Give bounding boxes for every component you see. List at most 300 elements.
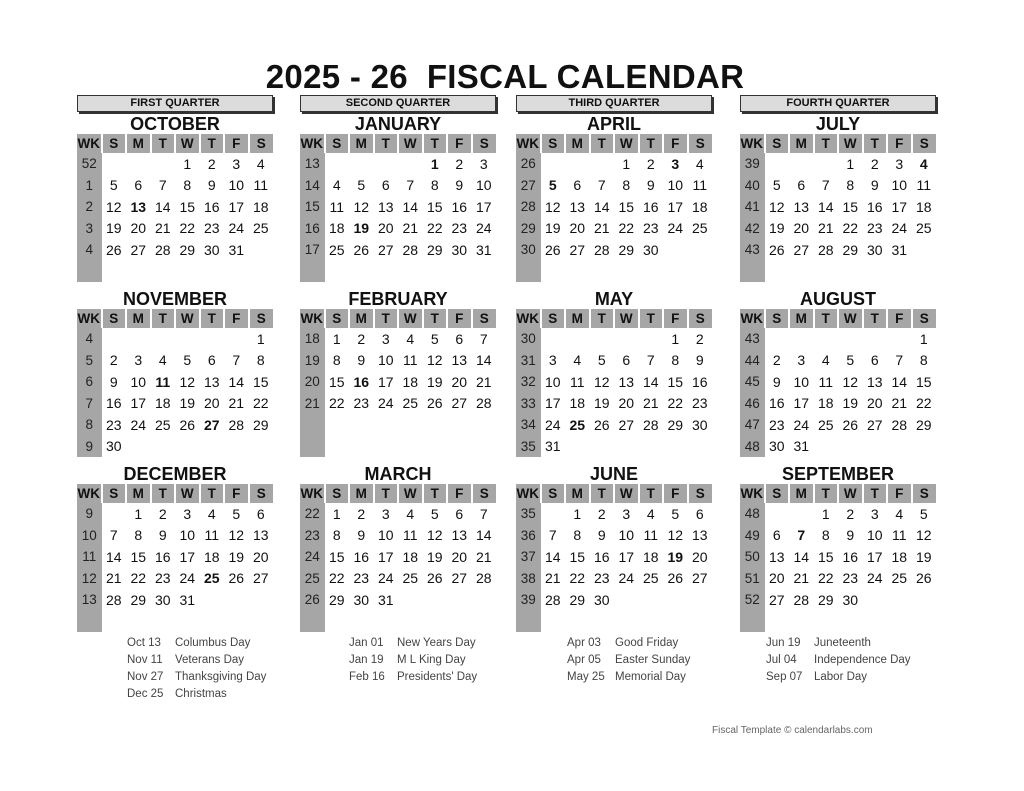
day-cell: [126, 611, 151, 633]
holiday-item: [567, 637, 690, 654]
day-cell: 23: [642, 220, 659, 237]
day-cell: [447, 436, 472, 458]
day-cell: 18: [402, 548, 419, 565]
day-cell: 6: [455, 505, 464, 522]
day-cell: 4: [406, 505, 415, 522]
holiday-name: Good Friday: [615, 637, 679, 649]
weekday-header: M: [565, 134, 590, 153]
day-cell: 30: [154, 591, 171, 608]
weekday-header: T: [151, 134, 176, 153]
day-cell: 2: [772, 352, 781, 369]
day-cell: 7: [597, 177, 606, 194]
day-cell: 19: [426, 373, 443, 390]
day-header-row: [300, 309, 496, 328]
day-cell: 15: [328, 373, 345, 390]
day-cell: 28: [793, 591, 810, 608]
day-cell: 7: [232, 352, 241, 369]
quarter-fourth: [740, 95, 936, 608]
week-row: [300, 328, 496, 350]
week-row: [740, 393, 936, 415]
day-cell: 30: [451, 241, 468, 258]
day-cell: 2: [846, 505, 855, 522]
day-cell: [102, 328, 127, 350]
day-header-row: [516, 484, 712, 503]
day-cell: [472, 414, 497, 436]
day-cell: [423, 436, 448, 458]
weekday-header: S: [688, 484, 713, 503]
month-block: [516, 464, 712, 632]
day-cell: 29: [179, 241, 196, 258]
week-row: [740, 414, 936, 436]
weekday-header: S: [472, 309, 497, 328]
quarter-second: [300, 95, 496, 608]
day-cell: 4: [646, 505, 655, 522]
weekday-header: F: [224, 309, 249, 328]
holiday-list-first-quarter: [127, 637, 266, 705]
day-cell: [126, 328, 151, 350]
day-cell: 21: [402, 220, 419, 237]
day-cell: 30: [866, 241, 883, 258]
weekday-header: S: [541, 484, 566, 503]
day-cell: [614, 611, 639, 633]
month-block: [300, 464, 496, 632]
day-cell: 24: [377, 570, 394, 587]
week-number: 46: [740, 393, 765, 415]
week-number-header: WK: [77, 486, 100, 501]
weekday-header: M: [565, 309, 590, 328]
week-row: [740, 196, 936, 218]
day-cell: 9: [357, 352, 366, 369]
day-cell: [447, 261, 472, 283]
day-cell: [398, 611, 423, 633]
day-cell: 5: [430, 505, 439, 522]
week-number: 33: [516, 393, 541, 415]
holiday-day-cell: 1: [430, 155, 439, 172]
day-cell: 12: [105, 198, 122, 215]
day-cell: 8: [671, 352, 680, 369]
day-cell: 16: [691, 373, 708, 390]
day-cell: [175, 328, 200, 350]
day-cell: 14: [475, 527, 492, 544]
day-cell: [175, 261, 200, 283]
day-cell: [398, 261, 423, 283]
holiday-name: Thanksgiving Day: [175, 671, 267, 683]
week-row: [300, 611, 496, 633]
week-row: [740, 350, 936, 372]
week-number-header: WK: [740, 486, 763, 501]
day-cell: 13: [691, 527, 708, 544]
week-number: 44: [740, 350, 765, 372]
day-cell: 3: [479, 155, 488, 172]
day-cell: 13: [451, 352, 468, 369]
weekday-header: M: [789, 309, 814, 328]
weekday-header: S: [765, 309, 790, 328]
week-number: 17: [300, 239, 325, 261]
month-name: JULY: [815, 114, 861, 134]
day-cell: [614, 328, 639, 350]
day-cell: [663, 239, 688, 261]
day-cell: 4: [573, 352, 582, 369]
day-cell: 17: [179, 548, 196, 565]
week-row: [300, 414, 496, 436]
day-cell: [912, 436, 937, 458]
weekday-header: S: [765, 134, 790, 153]
day-cell: 21: [642, 395, 659, 412]
weekday-header: W: [175, 309, 200, 328]
day-cell: 16: [642, 198, 659, 215]
day-cell: 16: [353, 548, 370, 565]
week-row: [300, 393, 496, 415]
week-number: 49: [740, 525, 765, 547]
week-row: [740, 261, 936, 283]
day-cell: 30: [691, 416, 708, 433]
week-row: [77, 611, 273, 633]
holiday-list-fourth-quarter: [766, 637, 911, 688]
week-row: [77, 350, 273, 372]
week-row: [740, 175, 936, 197]
day-cell: 20: [569, 220, 586, 237]
day-cell: [887, 261, 912, 283]
day-cell: 29: [130, 591, 147, 608]
week-number: 13: [77, 589, 102, 611]
holiday-name: M L King Day: [397, 654, 466, 666]
week-row: [300, 589, 496, 611]
weekday-header: S: [325, 134, 350, 153]
day-cell: 9: [870, 177, 879, 194]
week-row: [77, 525, 273, 547]
day-cell: [541, 503, 566, 525]
day-cell: 26: [105, 241, 122, 258]
day-cell: [249, 436, 274, 458]
day-cell: 17: [544, 395, 561, 412]
day-cell: 6: [622, 352, 631, 369]
day-cell: [325, 414, 350, 436]
day-cell: [590, 328, 615, 350]
day-cell: 10: [377, 352, 394, 369]
day-cell: [224, 328, 249, 350]
day-cell: 18: [817, 395, 834, 412]
week-number: 13: [300, 153, 325, 175]
day-cell: 10: [618, 527, 635, 544]
day-cell: 22: [130, 570, 147, 587]
day-cell: 11: [402, 527, 418, 544]
day-cell: [887, 611, 912, 633]
holiday-date: Jun 19: [766, 637, 801, 649]
day-cell: 1: [846, 155, 855, 172]
day-cell: [151, 261, 176, 283]
day-cell: 11: [402, 352, 418, 369]
day-cell: 6: [134, 177, 143, 194]
weekday-header: T: [863, 484, 888, 503]
day-cell: 7: [406, 177, 415, 194]
day-cell: 20: [618, 395, 635, 412]
week-row: [77, 239, 273, 261]
day-cell: [765, 261, 790, 283]
month-name: FEBRUARY: [348, 289, 448, 309]
week-number: 35: [516, 436, 541, 458]
week-number: 52: [77, 153, 102, 175]
day-cell: [565, 436, 590, 458]
day-cell: 27: [691, 570, 708, 587]
day-cell: 2: [207, 155, 216, 172]
day-cell: [349, 611, 374, 633]
weekday-header: M: [789, 484, 814, 503]
day-cell: 16: [203, 198, 220, 215]
day-cell: 26: [179, 416, 196, 433]
month-grid: [77, 309, 273, 457]
week-number: 39: [516, 589, 541, 611]
day-cell: 2: [158, 505, 167, 522]
day-cell: 31: [544, 438, 561, 455]
day-cell: [374, 414, 399, 436]
holiday-date: Nov 11: [127, 654, 163, 666]
day-cell: 20: [768, 570, 785, 587]
day-cell: 2: [357, 330, 366, 347]
week-number: 27: [516, 175, 541, 197]
day-cell: 7: [479, 505, 488, 522]
weekday-header: F: [663, 309, 688, 328]
day-cell: 25: [154, 416, 171, 433]
week-row: [300, 261, 496, 283]
weekday-header: T: [814, 484, 839, 503]
day-cell: [541, 261, 566, 283]
day-cell: [151, 436, 176, 458]
weekday-header: T: [423, 484, 448, 503]
day-cell: 2: [646, 155, 655, 172]
day-cell: 2: [455, 155, 464, 172]
week-row: [77, 218, 273, 240]
day-cell: 15: [842, 198, 859, 215]
week-number: 37: [516, 546, 541, 568]
holiday-item: [349, 637, 477, 654]
weekday-header: S: [249, 134, 274, 153]
week-number-header: WK: [300, 486, 323, 501]
holiday-date: Nov 27: [127, 671, 164, 683]
day-cell: [126, 436, 151, 458]
holiday-item: [766, 637, 911, 654]
day-cell: 15: [179, 198, 196, 215]
day-cell: 21: [228, 395, 245, 412]
day-cell: 17: [866, 548, 883, 565]
day-cell: 19: [179, 395, 196, 412]
day-cell: 9: [357, 527, 366, 544]
week-row: [516, 153, 712, 175]
day-cell: 16: [866, 198, 883, 215]
day-cell: [789, 611, 814, 633]
weekday-header: T: [200, 134, 225, 153]
day-cell: 12: [426, 527, 443, 544]
day-cell: 26: [353, 241, 370, 258]
day-cell: 19: [426, 548, 443, 565]
weekday-header: S: [249, 484, 274, 503]
day-cell: 20: [793, 220, 810, 237]
month-block: [516, 289, 712, 457]
day-cell: [224, 261, 249, 283]
day-cell: 10: [891, 177, 908, 194]
week-row: [77, 393, 273, 415]
week-number: 9: [77, 436, 102, 458]
day-header-row: [740, 484, 936, 503]
day-cell: 11: [569, 373, 585, 390]
day-cell: 8: [183, 177, 192, 194]
day-cell: 25: [328, 241, 345, 258]
day-cell: [447, 589, 472, 611]
day-cell: 29: [252, 416, 269, 433]
weekday-header: W: [398, 309, 423, 328]
day-header-row: [300, 484, 496, 503]
day-cell: 24: [179, 570, 196, 587]
week-row: [77, 328, 273, 350]
day-cell: [423, 611, 448, 633]
day-cell: [639, 589, 664, 611]
day-cell: 28: [402, 241, 419, 258]
week-number-header: WK: [77, 311, 100, 326]
day-cell: 6: [870, 352, 879, 369]
day-cell: 23: [353, 395, 370, 412]
day-cell: 18: [642, 548, 659, 565]
week-number: 48: [740, 503, 765, 525]
weekday-header: S: [688, 134, 713, 153]
day-cell: 21: [154, 220, 171, 237]
weekday-header: F: [447, 484, 472, 503]
week-number: 22: [300, 503, 325, 525]
week-number-header: WK: [516, 311, 539, 326]
day-cell: 4: [158, 352, 167, 369]
quarter-first: [77, 95, 273, 608]
weekday-header: F: [447, 134, 472, 153]
day-cell: 1: [332, 505, 341, 522]
day-cell: 4: [695, 155, 704, 172]
holiday-item: [766, 671, 911, 688]
weekday-header: W: [398, 484, 423, 503]
day-cell: 7: [479, 330, 488, 347]
day-cell: 8: [821, 527, 830, 544]
day-cell: 23: [105, 416, 122, 433]
day-cell: 24: [377, 395, 394, 412]
week-number: 32: [516, 371, 541, 393]
month-grid: [300, 309, 496, 457]
day-cell: 3: [232, 155, 241, 172]
day-cell: [887, 328, 912, 350]
week-row: [77, 153, 273, 175]
day-cell: 10: [228, 177, 245, 194]
day-cell: 4: [207, 505, 216, 522]
week-number: 30: [516, 328, 541, 350]
day-cell: [789, 503, 814, 525]
day-cell: 24: [475, 220, 492, 237]
day-cell: 17: [793, 395, 810, 412]
day-header-row: [740, 309, 936, 328]
day-cell: [102, 503, 127, 525]
day-cell: 16: [842, 548, 859, 565]
month-block: [516, 114, 712, 282]
day-cell: 20: [451, 373, 468, 390]
day-cell: 31: [793, 438, 810, 455]
day-cell: 8: [256, 352, 265, 369]
day-cell: 26: [426, 395, 443, 412]
day-cell: 6: [381, 177, 390, 194]
day-cell: 10: [475, 177, 492, 194]
week-row: [300, 350, 496, 372]
day-cell: 6: [455, 330, 464, 347]
week-row: [516, 546, 712, 568]
day-cell: [224, 589, 249, 611]
day-cell: 10: [179, 527, 196, 544]
day-cell: [814, 153, 839, 175]
holiday-name: Columbus Day: [175, 637, 251, 649]
day-cell: 17: [475, 198, 492, 215]
day-cell: 31: [179, 591, 196, 608]
day-cell: 31: [891, 241, 908, 258]
day-cell: [765, 503, 790, 525]
day-cell: 9: [597, 527, 606, 544]
day-cell: 21: [105, 570, 122, 587]
day-cell: 5: [846, 352, 855, 369]
day-cell: [814, 328, 839, 350]
day-cell: [688, 611, 713, 633]
day-cell: 13: [866, 373, 883, 390]
day-cell: 14: [793, 548, 810, 565]
day-cell: 18: [915, 198, 932, 215]
day-cell: 18: [891, 548, 908, 565]
day-cell: [663, 611, 688, 633]
week-number: 5: [77, 350, 102, 372]
week-row: [77, 503, 273, 525]
holiday-day-cell: 19: [353, 220, 370, 237]
weekday-header: M: [565, 484, 590, 503]
day-cell: 27: [252, 570, 269, 587]
week-row: [77, 436, 273, 458]
week-number-header: WK: [740, 136, 763, 151]
day-cell: 12: [593, 373, 610, 390]
day-cell: 20: [203, 395, 220, 412]
week-number: 41: [740, 196, 765, 218]
day-cell: [541, 611, 566, 633]
day-cell: 22: [618, 220, 635, 237]
holiday-list-third-quarter: [567, 637, 690, 688]
day-cell: 28: [105, 591, 122, 608]
day-cell: [663, 589, 688, 611]
week-row: [516, 611, 712, 633]
day-cell: [200, 589, 225, 611]
day-cell: 5: [430, 330, 439, 347]
day-cell: 18: [252, 198, 269, 215]
day-header-row: [77, 484, 273, 503]
day-cell: [639, 261, 664, 283]
week-number: 35: [516, 503, 541, 525]
week-number-header: WK: [516, 486, 539, 501]
holiday-item: [127, 688, 266, 705]
day-cell: 19: [593, 395, 610, 412]
day-cell: 6: [256, 505, 265, 522]
day-cell: 16: [105, 395, 122, 412]
holiday-day-cell: 16: [353, 373, 370, 390]
weekday-header: W: [175, 134, 200, 153]
quarter-header: THIRD QUARTER: [516, 95, 712, 112]
weekday-header: T: [590, 484, 615, 503]
day-cell: [688, 589, 713, 611]
day-cell: [249, 239, 274, 261]
weekday-header: S: [765, 484, 790, 503]
day-cell: 1: [332, 330, 341, 347]
week-row: [300, 546, 496, 568]
day-cell: 9: [207, 177, 216, 194]
week-row: [77, 261, 273, 283]
day-cell: 26: [426, 570, 443, 587]
month-grid: [740, 484, 936, 632]
day-cell: 19: [105, 220, 122, 237]
day-cell: 10: [866, 527, 883, 544]
